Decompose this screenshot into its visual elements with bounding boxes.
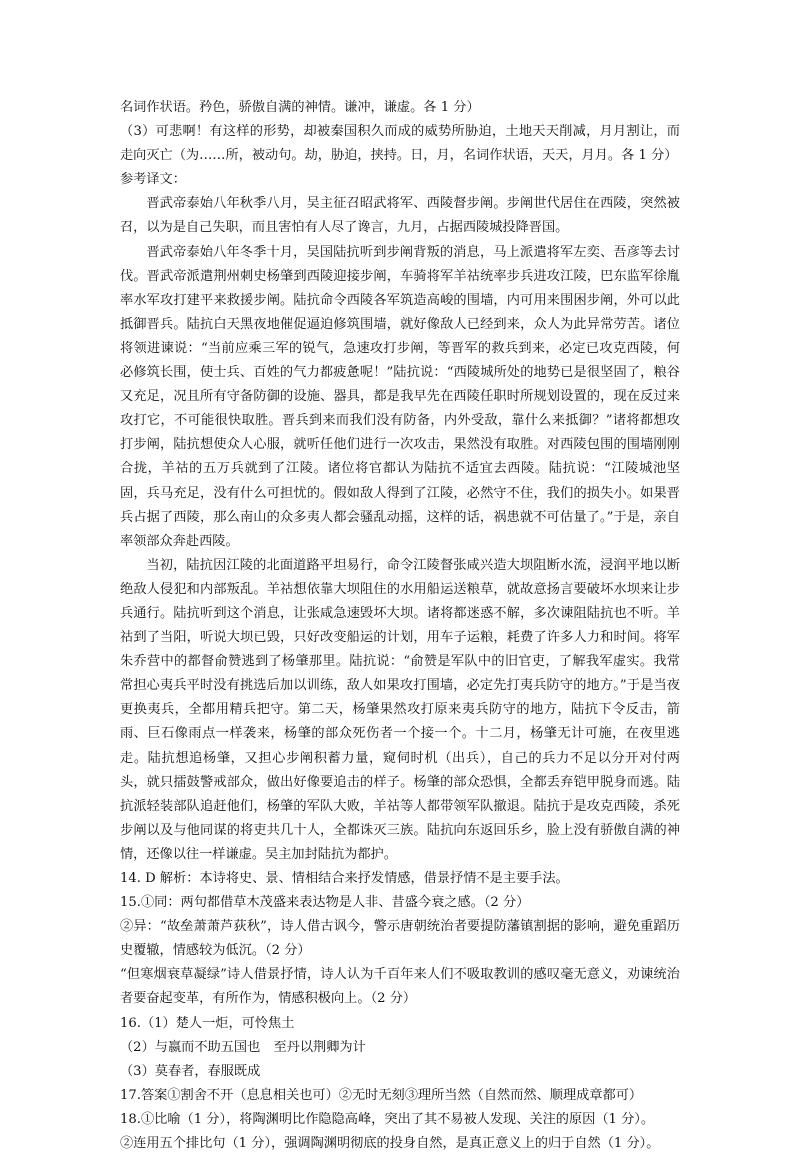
translation-paragraph-1: 晋武帝泰始八年秋季八月，吴主征召昭武将军、西陵督步阐。步阐世代居住在西陵，突然被召，以为是自己失职，而且害怕有人尽了谗言，九月，占据西陵城投降晋国。 [120, 196, 680, 236]
text-line: 名词作状语。矜色，骄傲自满的神情。谦冲，谦虚。各 1 分） [120, 100, 480, 115]
answer-17: 17.答案①割舍不开（息息相关也可）②无时无刻③理所当然（自然而然、顺理成章都可） [120, 1087, 643, 1103]
text-paragraph: （3）可悲啊！有这样的形势，却被秦国积久而成的威势所胁迫，土地天天削减，月月割让，而走向灭亡（为……所，被动句。劫，胁迫，挟持。日，月，名词作状语，天天，月月。各 1 分） [120, 124, 680, 164]
translation-paragraph-2: 晋武帝泰始八年冬季十月，吴国陆抗听到步阐背叛的消息，马上派遣将军左奕、吾彦等去讨伐。晋武帝派遣荆州刺史杨肇到西陵迎接步阐，车骑将军羊祜统率步兵进攻江陵，巴东监军徐胤率水军攻打建平来救援步阐。陆抗命令西陵各军筑造高峻的围墙，内可用来围困步阐，外可以此抵御晋兵。陆抗白天黑夜地催促逼迫修筑围墙，就好像敌人已经到来，众人为此异常劳苦。诸位将领进谏说：“当前应乘三军的锐气，急速攻打步阐，等晋军的救兵到来，必定已攻克西陵，何必修筑长围，使士兵、百姓的气力都疲惫呢！”陆抗说：“西陵城所处的地势已是很坚固了，粮谷又充足，况且所有守备防御的设施、器具，都是我早先在西陵任职时所规划设置的，现在反过来攻打它，不可能很快取胜。晋兵到来而我们没有防备，内外受敌，靠什么来抵御？”诸将都想攻打步阐，陆抗想使众人心服，就听任他们进行一次攻击，果然没有取胜。对西陵包围的围墙刚刚合拢，羊祜的五万兵就到了江陵。诸位将官都认为陆抗不适宜去西陵。陆抗说：“江陵城池坚固，兵马充足，没有什么可担忧的。假如敌人得到了江陵，必然守不住，我们的损失小。如果晋兵占据了西陵，那么南山的众多夷人都会骚乱动摇，这样的话，祸患就不可估量了。”于是，亲自率领部众奔赴西陵。 [120, 244, 680, 549]
answer-18-2: ②连用五个排比句（1 分），强调陶渊明彻底的投身自然，是真正意义上的归于自然（1 分）。 [120, 1136, 660, 1152]
section-heading: 参考译文： [120, 172, 186, 188]
answer-16-2: （2）与嬴而不助五国也 至丹以荆卿为计 [120, 1039, 366, 1055]
answer-16-1: 16.（1）楚人一炬，可怜焦土 [120, 1015, 295, 1031]
document-page [120, 96, 680, 1156]
answer-15-diff-2: “但寒烟衰草凝绿”诗人借景抒情，诗人认为千百年来人们不吸取教训的感叹毫无意义，劝谏统治者要奋起变革，有所作为，情感积极向上。（2 分） [120, 967, 680, 1007]
answer-15-diff-1: ②异：“故垒萧萧芦荻秋”，诗人借古讽今，警示唐朝统治者要提防藩镇割据的影响，避免重蹈历史覆辙，情感较为低沉。（2 分） [120, 919, 680, 959]
translation-paragraph-3: 当初，陆抗因江陵的北面道路平坦易行，命令江陵督张咸兴造大坝阻断水流，浸润平地以断绝敌人侵犯和内部叛乱。羊祜想依靠大坝阻住的水用船运送粮草，就故意扬言要破坏水坝来让步兵通行。陆抗听到这个消息，让张咸急速毁坏大坝。诸将都迷惑不解，多次谏阻陆抗也不听。羊祜到了当阳，听说大坝已毁，只好改变船运的计划，用车子运粮，耗费了许多人力和时间。将军朱乔营中的都督俞赞逃到了杨肇那里。陆抗说：“俞赞是军队中的旧官吏，了解我军虚实。我常常担心夷兵平时没有挑选后加以训练，敌人如果攻打围墙，必定先打夷兵防守的地方。”于是当夜更换夷兵，全都用精兵把守。第二天，杨肇果然攻打原来夷兵防守的地方，陆抗下令反击，箭雨、巨石像雨点一样袭来，杨肇的部众死伤者一个接一个。十二月，杨肇无计可施，在夜里逃走。陆抗想追杨肇，又担心步阐积蓄力量，窥伺时机（出兵），自己的兵力不足以分开对付两头，就只擂鼓警戒部众，做出好像要追击的样子。杨肇的部众恐惧，全都丢弃铠甲脱身而逃。陆抗派轻装部队追赶他们，杨肇的军队大败，羊祜等人都带领军队撤退。陆抗于是攻克西陵，杀死步阐以及与他同谋的将吏共几十人，全都诛灭三族。陆抗向东返回乐乡，脸上没有骄傲自满的神情，还像以往一样谦虚。吴主加封陆抗为都护。 [120, 557, 680, 862]
answer-14: 14. D 解析：本诗将史、景、情相结合来抒发情感，借景抒情不是主要手法。 [120, 871, 569, 886]
answer-16-3: （3）莫春者，春服既成 [120, 1063, 261, 1079]
answer-15-same: 15.①同：两句都借草木茂盛来表达物是人非、昔盛今衰之感。（2 分） [120, 895, 530, 911]
answer-18-1: 18.①比喻（1 分），将陶渊明比作隐隐高峰，突出了其不易被人发现、关注的原因（1 分）。 [120, 1111, 655, 1127]
